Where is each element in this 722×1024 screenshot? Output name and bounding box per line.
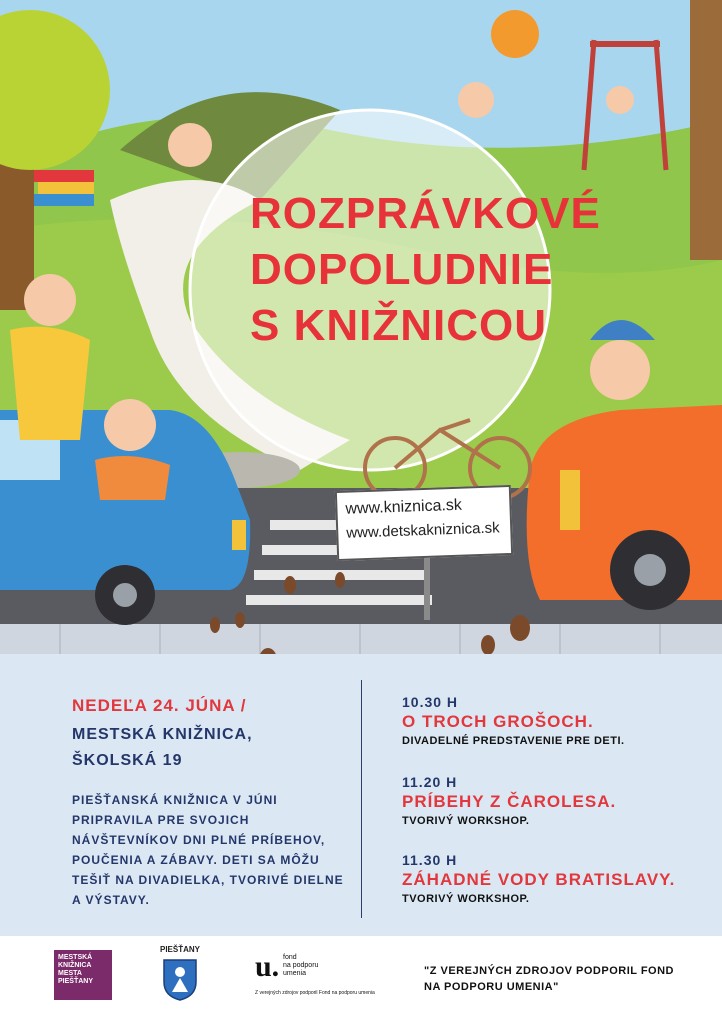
logo-line: MESTA [58, 970, 82, 977]
program-subtitle: DIVADELNÉ PREDSTAVENIE PRE DETI. [402, 735, 625, 747]
program-time: 10.30 H [402, 694, 459, 710]
program-item [402, 774, 702, 827]
event-date: NEDEĽA 24. JÚNA / [72, 696, 247, 715]
program-title: ZÁHADNÉ VODY BRATISLAVY. [402, 870, 676, 889]
program-title: PRÍBEHY Z ČAROLESA. [402, 792, 617, 811]
fond-na-podporu-umenia-logo [255, 950, 395, 1010]
website-link-kniznica[interactable]: www.kniznica.sk [345, 496, 463, 518]
website-sign [335, 485, 513, 561]
poster-title [250, 186, 601, 354]
logo-line: KNIŽNICA [58, 962, 92, 969]
program-time: 11.30 H [402, 852, 458, 868]
event-description: PIEŠŤANSKÁ KNIŽNICA V JÚNI PRIPRAVILA PRE SVOJICH NÁVŠTEVNÍKOV DNI PLNÉ PRÍBEHOV, POUČENIA A ZÁBAVY. DETI SA MÔŽU TEŠIŤ NA DIVADIELKA, TVORIVÉ DIELNE A VÝSTAVY. [72, 793, 344, 907]
piestany-label: PIEŠŤANY [160, 945, 201, 954]
event-location-block [72, 696, 352, 774]
logo-line: MESTSKÁ [58, 954, 93, 961]
website-link-detskakniznica[interactable]: www.detskakniznica.sk [346, 519, 500, 542]
program-time: 11.20 H [402, 774, 458, 790]
fond-logo-text [283, 954, 318, 978]
program-subtitle: TVORIVÝ WORKSHOP. [402, 815, 530, 827]
program-subtitle: TVORIVÝ WORKSHOP. [402, 893, 530, 905]
title-line-2: DOPOLUDNIE [250, 245, 554, 294]
program-title: O TROCH GROŠOCH. [402, 712, 594, 731]
venue-line-2: ŠKOLSKÁ 19 [72, 752, 183, 769]
fond-line: umenia [283, 970, 306, 977]
logo-line: PIEŠŤANY [58, 978, 94, 985]
fond-line: fond [283, 954, 297, 961]
support-statement: "Z VEREJNÝCH ZDROJOV PODPORIL FOND NA PODPORU UMENIA" [424, 965, 674, 993]
fond-logo-mark: u. [255, 950, 280, 983]
mestska-kniznica-logo [54, 950, 112, 1000]
venue-line-1: MESTSKÁ KNIŽNICA, [72, 726, 253, 743]
title-line-3: S KNIŽNICOU [250, 301, 547, 350]
fond-line: na podporu [283, 962, 319, 969]
info-divider [361, 680, 362, 918]
program-item [402, 694, 702, 747]
program-item [402, 852, 702, 905]
piestany-coat-of-arms-icon [162, 958, 198, 1002]
title-line-1: ROZPRÁVKOVÉ [250, 189, 601, 238]
fond-small-caption: Z verejných zdrojov podporil Fond na podporu umenia [255, 990, 375, 996]
